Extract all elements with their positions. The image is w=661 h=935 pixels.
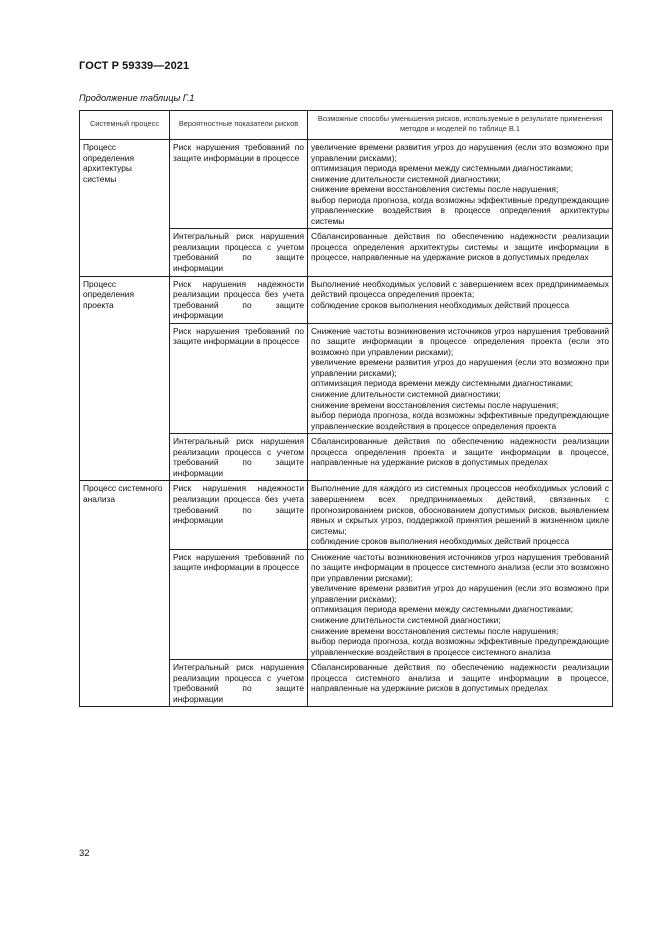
measure-item: снижение длительности системной диагностики; bbox=[311, 614, 501, 625]
measure-item: Выполнение необходимых условий с завершением всех предпринимаемых действий процесса определения проекта; bbox=[311, 278, 609, 300]
risk-indicator-cell: Интегральный риск нарушения реализации процесса с учетом требований по защите информации bbox=[170, 434, 308, 481]
risk-measures-cell bbox=[308, 140, 613, 229]
measure-item: снижение времени восстановления системы после нарушения; bbox=[311, 184, 559, 195]
risk-measures-cell bbox=[308, 549, 613, 659]
measure-item: Сбалансированные действия по обеспечению надежности реализации процесса определения проекта и защите информации в процессе, направленные на удержание рисков в допустимых пределах bbox=[311, 436, 609, 468]
measure-item: оптимизация периода времени между системными диагностиками; bbox=[311, 604, 574, 615]
measure-item: увеличение времени развития угроз до нарушения (если это возможно при управлении рисками); bbox=[311, 357, 609, 378]
column-header-indicators: Вероятностные показатели рисков bbox=[170, 111, 308, 140]
measure-item: Снижение частоты возникновения источников угроз нарушения требований по защите информации в процессе системного анализа (если это возможно при управлении рисками); bbox=[311, 551, 609, 583]
risk-measures-cell bbox=[308, 323, 613, 433]
measure-item: Сбалансированные действия по обеспечению надежности реализации процесса определения архитектуры системы и защите информации в процессе, направленные на удержание рисков в допустимых пределах bbox=[311, 231, 609, 263]
measure-item: Сбалансированные действия по обеспечению надежности реализации процесса системного анализа и защите информации в процессе, направленные на удержание рисков в допустимых пределах bbox=[311, 662, 609, 694]
table-body bbox=[80, 140, 613, 707]
table-caption: Продолжение таблицы Г.1 bbox=[79, 93, 195, 103]
system-process-cell: Процесс определения проекта bbox=[80, 276, 170, 481]
table-row bbox=[80, 481, 613, 549]
measure-item: снижение времени восстановления системы после нарушения; bbox=[311, 399, 559, 410]
column-header-measures: Возможные способы уменьшения рисков, используемые в результате применения методов и моделей по таблице В.1 bbox=[308, 111, 613, 140]
table-row bbox=[80, 276, 613, 323]
risk-indicator-cell: Риск нарушения требований по защите информации в процессе bbox=[170, 140, 308, 229]
risk-indicator-cell: Интегральный риск нарушения реализации процесса с учетом требований по защите информации bbox=[170, 229, 308, 276]
measure-item: соблюдение сроков выполнения необходимых действий процесса bbox=[311, 299, 570, 310]
measure-item: снижение длительности системной диагностики; bbox=[311, 389, 501, 400]
risk-indicator-cell: Риск нарушения требований по защите информации в процессе bbox=[170, 549, 308, 659]
risk-measures-cell bbox=[308, 434, 613, 481]
column-header-process: Системный процесс bbox=[80, 111, 170, 140]
page-number: 32 bbox=[79, 848, 90, 859]
risk-indicator-cell: Риск нарушения надежности реализации процесса без учета требований по защите информации bbox=[170, 276, 308, 323]
risk-measures-cell bbox=[308, 481, 613, 549]
system-process-cell: Процесс определения архитектуры системы bbox=[80, 140, 170, 277]
risk-table bbox=[79, 110, 613, 707]
measure-item: Выполнение для каждого из системных процессов необходимых условий с завершением всех предпринимаемых действий, связанных с прогнозированием рисков, обоснованием допустимых рисков, выявлением явных и скрытых угроз, поддержкой принятия решений в жизненном цикле системы; bbox=[311, 483, 609, 536]
system-process-cell: Процесс системного анализа bbox=[80, 481, 170, 707]
risk-measures-cell bbox=[308, 660, 613, 707]
measure-item: снижение длительности системной диагностики; bbox=[311, 173, 501, 184]
risk-indicator-cell: Риск нарушения надежности реализации процесса без учета требований по защите информации bbox=[170, 481, 308, 549]
measure-item: Снижение частоты возникновения источников угроз нарушения требований по защите информации в процессе определения проекта (если это возможно при управлении рисками); bbox=[311, 325, 609, 357]
table-header-row bbox=[80, 111, 613, 140]
risk-indicator-cell: Риск нарушения требований по защите информации в процессе bbox=[170, 323, 308, 433]
table-row bbox=[80, 140, 613, 229]
risk-measures-cell bbox=[308, 276, 613, 323]
measure-item: оптимизация периода времени между системными диагностиками; bbox=[311, 378, 574, 389]
risk-measures-cell bbox=[308, 229, 613, 276]
measure-item: оптимизация периода времени между системными диагностиками; bbox=[311, 163, 574, 174]
risk-indicator-cell: Интегральный риск нарушения реализации процесса с учетом требований по защите информации bbox=[170, 660, 308, 707]
measure-item: увеличение времени развития угроз до нарушения (если это возможно при управлении рисками); bbox=[311, 583, 609, 604]
measure-item: выбор периода прогноза, когда возможны эффективные предупреждающие управленческие воздействия в процессе определения архитектуры системы bbox=[311, 194, 609, 226]
measure-item: увеличение времени развития угроз до нарушения (если это возможно при управлении рисками); bbox=[311, 142, 609, 163]
measure-item: выбор периода прогноза, когда возможны эффективные предупреждающие управленческие воздействия в процессе системного анализа bbox=[311, 636, 609, 657]
measure-item: выбор периода прогноза, когда возможны эффективные предупреждающие управленческие воздействия в процессе определения проекта bbox=[311, 410, 609, 431]
document-header: ГОСТ Р 59339—2021 bbox=[79, 60, 190, 72]
measure-item: снижение времени восстановления системы после нарушения; bbox=[311, 625, 559, 636]
measure-item: соблюдение сроков выполнения необходимых действий процесса bbox=[311, 536, 570, 547]
